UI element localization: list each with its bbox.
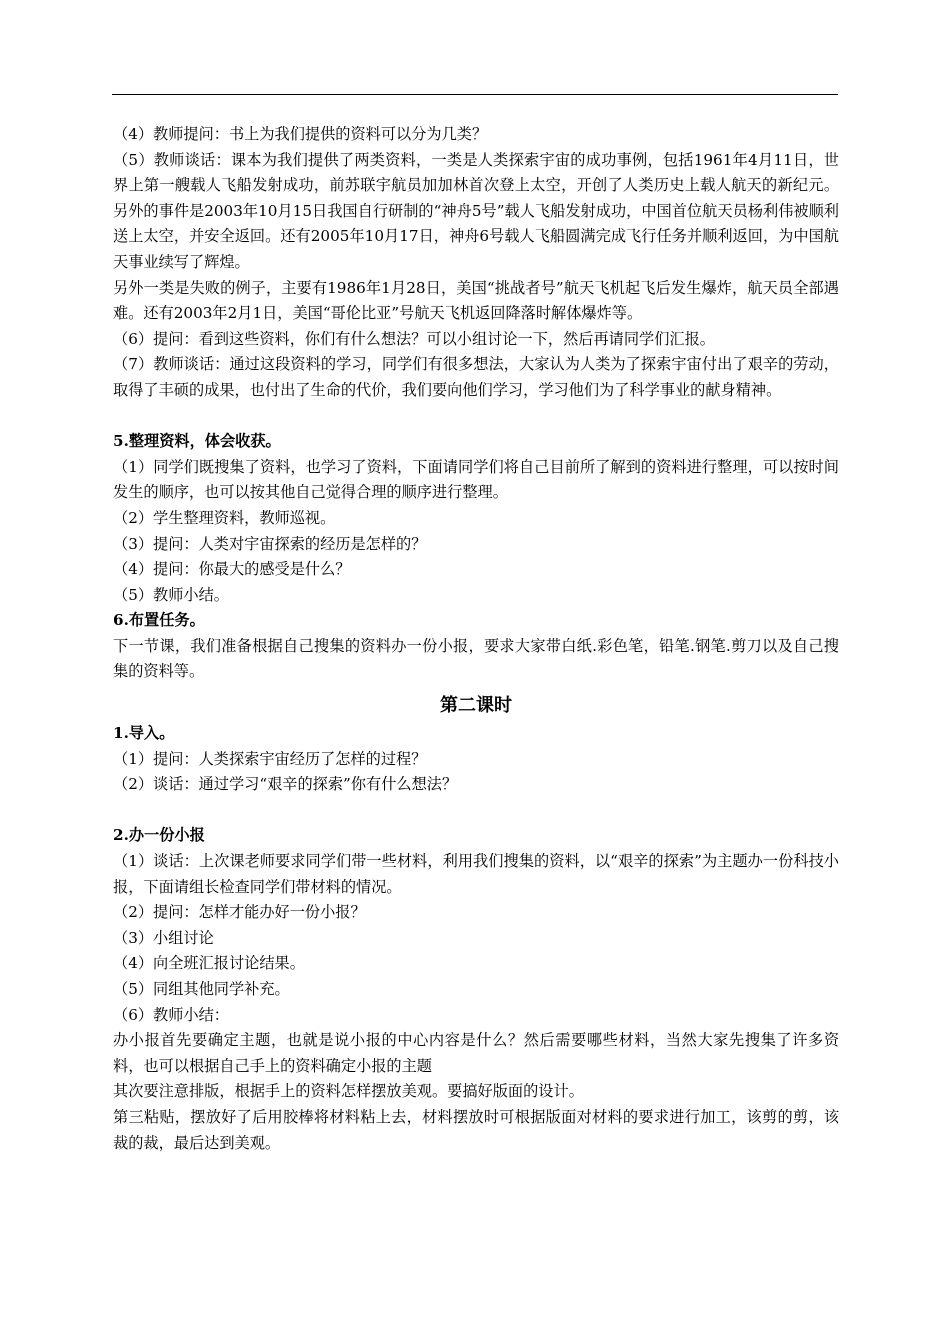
list-item: （1）谈话：上次课老师要求同学们带一些材料，利用我们搜集的资料，以“艰辛的探索”为主题办一份科技小报，下面请组长检查同学们带材料的情况。 bbox=[113, 852, 839, 896]
paragraph: （6）提问：看到这些资料，你们有什么想法？可以小组讨论一下，然后再请同学们汇报。 bbox=[113, 329, 715, 348]
list-item: （2）提问：怎样才能办好一份小报？ bbox=[113, 903, 366, 922]
section-heading: 1.导入。 bbox=[113, 724, 175, 743]
lesson-title: 第二课时 bbox=[440, 695, 512, 717]
paragraph: 另外一类是失败的例子，主要有1986年1月28日，美国“挑战者号”航天飞机起飞后发生爆炸，航天员全部遇难。还有2003年2月1日，美国“哥伦比亚”号航天飞机返回降落时解体爆炸等。 bbox=[113, 278, 839, 323]
list-item: （4）提问：你最大的感受是什么？ bbox=[113, 560, 351, 579]
list-item: （5）教师小结。 bbox=[113, 585, 229, 604]
list-item: （4）向全班汇报讨论结果。 bbox=[113, 954, 305, 973]
list-item: （1）提问：人类探索宇宙经历了怎样的过程？ bbox=[113, 749, 427, 768]
paragraph: 办小报首先要确定主题，也就是说小报的中心内容是什么？然后需要哪些材料，当然大家先搜集了许多资料，也可以根据自己手上的资料确定小报的主题 bbox=[113, 1031, 839, 1075]
paragraph: （5）教师谈话：课本为我们提供了两类资料，一类是人类探索宇宙的成功事例，包括1961年4月11日，世界上第一艘载人飞船发射成功，前苏联宇航员加加林首次登上太空，开创了人类历史上载人航天的新纪元。另外的事件是2003年10月15日我国自行研制的“神舟5号”载人飞船发射成功，中国首位航天员杨利伟被顺利送上太空，并安全返回。还有2005年10月17日，神舟6号载人飞船圆满完成飞行任务并顺利返回，为中国航天事业续写了辉煌。 bbox=[113, 150, 839, 271]
spacer bbox=[113, 404, 839, 430]
paragraph: 下一节课，我们准备根据自己搜集的资料办一份小报，要求大家带白纸.彩色笔，铅笔.钢笔.剪刀以及自己搜集的资料等。 bbox=[113, 636, 839, 681]
paragraph: （7）教师谈话：通过这段资料的学习，同学们有很多想法，大家认为人类为了探索宇宙付出了艰辛的劳动，取得了丰硕的成果，也付出了生命的代价，我们要向他们学习，学习他们为了科学事业的献身精神。 bbox=[113, 355, 839, 399]
spacer bbox=[113, 798, 839, 824]
section-heading: 6.布置任务。 bbox=[113, 611, 205, 630]
section-heading: 5.整理资料，体会收获。 bbox=[113, 432, 281, 451]
header-rule bbox=[112, 94, 838, 95]
list-item: （1）同学们既搜集了资料，也学习了资料，下面请同学们将自己目前所了解到的资料进行整理，可以按时间发生的顺序，也可以按其他自己觉得合理的顺序进行整理。 bbox=[113, 457, 839, 502]
paragraph: 第三粘贴，摆放好了后用胶棒将材料粘上去，材料摆放时可根据版面对材料的要求进行加工，该剪的剪，该裁的裁，最后达到美观。 bbox=[113, 1107, 839, 1152]
paragraph: （4）教师提问：书上为我们提供的资料可以分为几类？ bbox=[113, 125, 488, 143]
section-heading: 2.办一份小报 bbox=[113, 826, 205, 845]
list-item: （3）小组讨论 bbox=[113, 928, 214, 947]
document-body bbox=[113, 122, 839, 1156]
list-item: （5）同组其他同学补充。 bbox=[113, 980, 290, 998]
list-item: （2）学生整理资料，教师巡视。 bbox=[113, 508, 336, 527]
list-item: （3）提问：人类对宇宙探索的经历是怎样的？ bbox=[113, 534, 427, 553]
list-item: （6）教师小结： bbox=[113, 1005, 229, 1024]
list-item: （2）谈话：通过学习“艰辛的探索”你有什么想法？ bbox=[113, 775, 458, 794]
paragraph: 其次要注意排版，根据手上的资料怎样摆放美观。要搞好版面的设计。 bbox=[113, 1082, 584, 1101]
